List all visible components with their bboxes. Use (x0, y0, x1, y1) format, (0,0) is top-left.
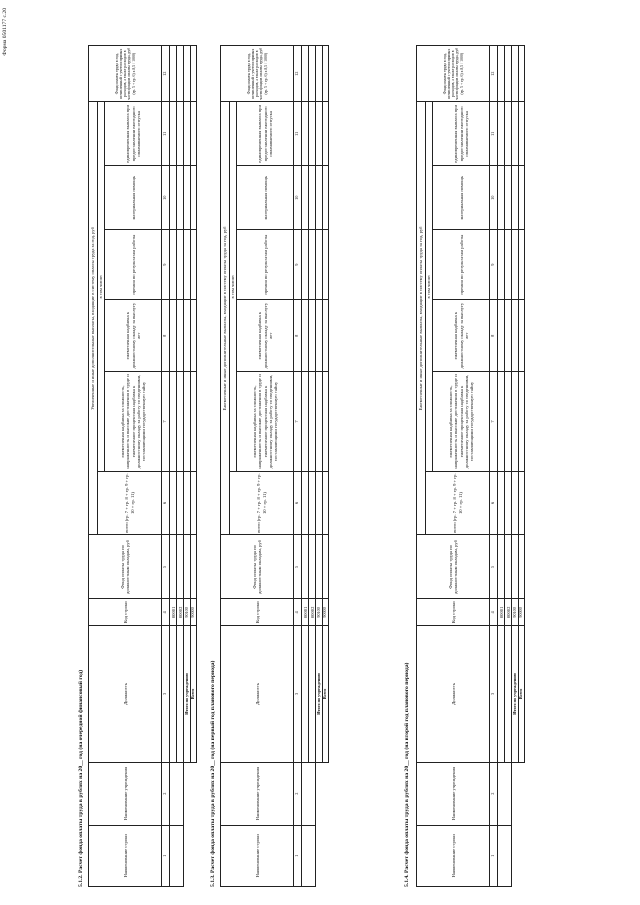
col-header-including: в том числе: (229, 102, 236, 471)
section-heading: 5.1.3. Расчет фонда оплаты труда в рублях на 20__ год (на первый год планового периода) (210, 660, 216, 887)
col-number: 2 (162, 762, 170, 825)
value-cell (309, 102, 316, 166)
table-row (498, 46, 505, 887)
col-header-performance-bonus: премия по результатам работы (236, 230, 294, 300)
value-cell (170, 300, 177, 372)
value-cell (498, 166, 505, 230)
value-cell (170, 166, 177, 230)
col-number: 1 (162, 825, 170, 886)
value-cell (190, 372, 196, 471)
value-cell (309, 46, 316, 102)
value-cell (498, 372, 505, 471)
row-name-cell (302, 825, 316, 886)
subtotal-code: 90100 (184, 599, 190, 626)
value-cell (302, 535, 309, 599)
col-number: 7 (294, 372, 302, 471)
value-cell (322, 102, 328, 166)
value-cell (498, 102, 505, 166)
value-cell (302, 102, 309, 166)
value-cell (505, 46, 512, 102)
col-header-row-code: Код строки (417, 599, 490, 626)
value-cell (170, 46, 177, 102)
row-name-cell (170, 825, 184, 886)
table-row (170, 46, 177, 887)
col-number: 4 (490, 599, 498, 626)
institution-cell (302, 762, 316, 825)
value-cell (302, 372, 309, 471)
col-header-total: всего (гр. 7 + гр. 8 + гр. 9 + гр. 10 + гр. 11) (97, 471, 162, 535)
institution-cell (170, 762, 184, 825)
col-header-row-code: Код строки (89, 599, 162, 626)
col-header-complexity-bonus: ежемесячная надбавка за сложность, напряженность и высокие достижения в труде и ежемесячное процентная надбавка к должностному окладу за работу со сведениями, составляющими государственную тайну (236, 372, 294, 471)
col-header-annual-fund: Фонд оплаты труда в год, исчисленный с учетом прямых расходов, а также расходов в части фондов оплаты труда, руб (гр. 5 + гр. 6) х 8,5 / 1000) (417, 46, 490, 102)
value-cell (498, 230, 505, 300)
value-cell (177, 535, 184, 599)
col-header-row-name: Наименование строки (417, 825, 490, 886)
col-number: 12 (162, 46, 170, 102)
value-cell (177, 230, 184, 300)
value-cell (190, 102, 196, 166)
value-cell (190, 46, 196, 102)
value-cell (322, 372, 328, 471)
col-number: 2 (294, 762, 302, 825)
value-cell (322, 300, 328, 372)
col-number: 3 (294, 626, 302, 762)
col-number: 5 (294, 535, 302, 599)
value-cell (170, 372, 177, 471)
section-table-block (220, 45, 329, 887)
subtotal-label: Итого по учреждению (512, 626, 518, 762)
col-header-complexity-bonus: ежемесячная надбавка за сложность, напряженность и высокие достижения в труде и ежемесячное процентная надбавка к должностному окладу за работу со сведениями, составляющими государственную тайну (432, 372, 490, 471)
value-cell (505, 230, 512, 300)
position-cell (309, 626, 316, 762)
value-cell (322, 471, 328, 535)
col-header-position: Должность (417, 626, 490, 762)
col-header-group-additional-payments: Ежемесячные и иные дополнительные выплаты, входящие в систему оплаты труда за год, руб (417, 102, 426, 535)
col-header-institution: Наименование учреждения (89, 762, 162, 825)
value-cell (190, 166, 196, 230)
col-number: 6 (294, 471, 302, 535)
col-header-performance-bonus: премия по результатам работы (104, 230, 162, 300)
value-cell (309, 166, 316, 230)
col-number: 10 (294, 166, 302, 230)
value-cell (322, 535, 328, 599)
value-cell (505, 372, 512, 471)
col-number: 3 (490, 626, 498, 762)
total-row (190, 46, 196, 887)
col-header-seniority-bonus: ежемесячная надбавка к должностному окладу за выслугу лет (236, 300, 294, 372)
value-cell (177, 372, 184, 471)
col-number: 11 (490, 102, 498, 166)
position-cell (177, 626, 184, 762)
value-cell (309, 230, 316, 300)
value-cell (190, 300, 196, 372)
value-cell (302, 46, 309, 102)
col-number: 3 (162, 626, 170, 762)
subtotal-code: 90100 (316, 599, 322, 626)
col-header-institution: Наименование учреждения (417, 762, 490, 825)
value-cell (177, 46, 184, 102)
row-name-cell (498, 825, 512, 886)
col-header-group-additional-payments: Ежемесячные и иные дополнительные выплаты, входящие в систему оплаты труда за год, руб (221, 102, 230, 535)
col-number: 11 (162, 102, 170, 166)
value-cell (518, 300, 524, 372)
value-cell (518, 102, 524, 166)
row-code-cell: 00001 (498, 599, 505, 626)
col-header-seniority-bonus: ежемесячная надбавка к должностному окладу за выслугу лет (104, 300, 162, 372)
total-code: 90000 (518, 599, 524, 626)
value-cell (498, 46, 505, 102)
col-header-salary-fund: Фонд оплаты труда по должностным окладам, руб (417, 535, 490, 599)
row-code-cell: 00002 (177, 599, 184, 626)
col-number: 6 (490, 471, 498, 535)
col-header-position: Должность (89, 626, 162, 762)
row-code-cell: 00002 (309, 599, 316, 626)
col-number: 2 (490, 762, 498, 825)
col-header-vacation-payment: единовременная выплата при предоставлении ежегодного оплачиваемого отпуска (104, 102, 162, 166)
col-header-position: Должность (221, 626, 294, 762)
value-cell (505, 471, 512, 535)
payroll-fund-table (416, 45, 525, 887)
value-cell (190, 471, 196, 535)
value-cell (177, 166, 184, 230)
section-table-block (416, 45, 525, 887)
total-code: 90000 (190, 599, 196, 626)
value-cell (309, 471, 316, 535)
col-header-material-aid: материальная помощь (104, 166, 162, 230)
col-header-material-aid: материальная помощь (236, 166, 294, 230)
col-number: 6 (162, 471, 170, 535)
value-cell (190, 230, 196, 300)
col-header-including: в том числе: (97, 102, 104, 471)
value-cell (177, 471, 184, 535)
table-row (302, 46, 309, 887)
col-number: 8 (294, 300, 302, 372)
total-row (518, 46, 524, 887)
total-code: 90000 (322, 599, 328, 626)
total-label: Всего (190, 626, 196, 762)
col-number: 12 (294, 46, 302, 102)
col-number: 1 (294, 825, 302, 886)
value-cell (170, 102, 177, 166)
value-cell (518, 535, 524, 599)
col-header-material-aid: материальная помощь (432, 166, 490, 230)
value-cell (177, 102, 184, 166)
value-cell (322, 166, 328, 230)
value-cell (177, 300, 184, 372)
value-cell (309, 372, 316, 471)
total-label: Всего (322, 626, 328, 762)
value-cell (518, 46, 524, 102)
value-cell (322, 46, 328, 102)
subtotal-code: 90100 (512, 599, 518, 626)
col-header-institution: Наименование учреждения (221, 762, 294, 825)
col-number: 7 (162, 372, 170, 471)
payroll-fund-table (88, 45, 197, 887)
value-cell (302, 471, 309, 535)
row-code-cell: 00001 (170, 599, 177, 626)
col-header-vacation-payment: единовременная выплата при предоставлении ежегодного оплачиваемого отпуска (432, 102, 490, 166)
value-cell (498, 535, 505, 599)
col-header-total: всего (гр. 7 + гр. 8 + гр. 9 + гр. 10 + гр. 11) (229, 471, 294, 535)
col-number: 9 (294, 230, 302, 300)
col-header-including: в том числе: (425, 102, 432, 471)
table-row (309, 46, 316, 887)
col-header-annual-fund: Фонд оплаты труда в год, исчисленный с учетом прямых расходов, а также расходов в части фондов оплаты труда, руб (гр. 5 + гр. 6) х 8,5 / 1000) (221, 46, 294, 102)
col-header-group-additional-payments: Увеличенные и иные дополнительные выплаты, входящие в систему оплаты труда за год, руб (89, 102, 98, 535)
value-cell (505, 166, 512, 230)
value-cell (302, 300, 309, 372)
value-cell (302, 166, 309, 230)
col-header-vacation-payment: единовременная выплата при предоставлении ежегодного оплачиваемого отпуска (236, 102, 294, 166)
col-number: 12 (490, 46, 498, 102)
row-code-cell: 00001 (302, 599, 309, 626)
payroll-fund-table (220, 45, 329, 887)
section-heading: 5.1.2. Расчет фонда оплаты труда в рублях на 20__ год (на очередной финансовый год) (78, 669, 84, 887)
total-label: Всего (518, 626, 524, 762)
section-heading: 5.1.4. Расчет фонда оплаты труда в рублях на 20__ год (на второй год планового периода) (404, 662, 410, 887)
form-code: Форма 0501177 с.20 (2, 8, 8, 56)
col-number: 11 (294, 102, 302, 166)
subtotal-label: Итого по учреждению (316, 626, 322, 762)
col-number: 7 (490, 372, 498, 471)
value-cell (170, 471, 177, 535)
col-header-performance-bonus: премия по результатам работы (432, 230, 490, 300)
col-number: 8 (162, 300, 170, 372)
subtotal-label: Итого по учреждению (184, 626, 190, 762)
value-cell (518, 372, 524, 471)
col-header-row-name: Наименование строки (221, 825, 294, 886)
value-cell (190, 535, 196, 599)
col-header-row-code: Код строки (221, 599, 294, 626)
value-cell (498, 471, 505, 535)
value-cell (322, 230, 328, 300)
col-number: 10 (162, 166, 170, 230)
total-row (322, 46, 328, 887)
section-table-block (88, 45, 197, 887)
value-cell (170, 230, 177, 300)
col-number: 4 (294, 599, 302, 626)
col-header-complexity-bonus: ежемесячная надбавка за сложность, напряженность и высокие достижения в труде и ежемесячное процентная надбавка к должностному окладу за работу со сведениями, составляющими государственную тайну (104, 372, 162, 471)
institution-cell (498, 762, 512, 825)
value-cell (505, 102, 512, 166)
table-row (505, 46, 512, 887)
col-header-annual-fund: Фонд оплаты труда в год, исчисленный с учетом прямых расходов, а также расходов в части фондов оплаты труда, руб (гр. 5 + гр. 6) х 8,5 / 1000) (89, 46, 162, 102)
value-cell (518, 230, 524, 300)
value-cell (309, 300, 316, 372)
col-header-total: всего (гр. 7 + гр. 8 + гр. 9 + гр. 10 + гр. 11) (425, 471, 490, 535)
value-cell (505, 535, 512, 599)
col-number: 5 (162, 535, 170, 599)
value-cell (498, 300, 505, 372)
col-header-seniority-bonus: ежемесячная надбавка к должностному окладу за выслугу лет (432, 300, 490, 372)
col-number: 10 (490, 166, 498, 230)
col-number: 9 (490, 230, 498, 300)
position-cell (505, 626, 512, 762)
table-row (177, 46, 184, 887)
position-cell (302, 626, 309, 762)
value-cell (518, 471, 524, 535)
value-cell (309, 535, 316, 599)
value-cell (170, 535, 177, 599)
value-cell (302, 230, 309, 300)
col-header-salary-fund: Фонд оплаты труда по должностным окладам, руб (221, 535, 294, 599)
row-code-cell: 00002 (505, 599, 512, 626)
position-cell (498, 626, 505, 762)
col-number: 5 (490, 535, 498, 599)
position-cell (170, 626, 177, 762)
col-header-salary-fund: Фонд оплаты труда по должностным окладам, руб (89, 535, 162, 599)
value-cell (518, 166, 524, 230)
col-number: 9 (162, 230, 170, 300)
col-number: 8 (490, 300, 498, 372)
col-header-row-name: Наименование строки (89, 825, 162, 886)
col-number: 4 (162, 599, 170, 626)
col-number: 1 (490, 825, 498, 886)
value-cell (505, 300, 512, 372)
